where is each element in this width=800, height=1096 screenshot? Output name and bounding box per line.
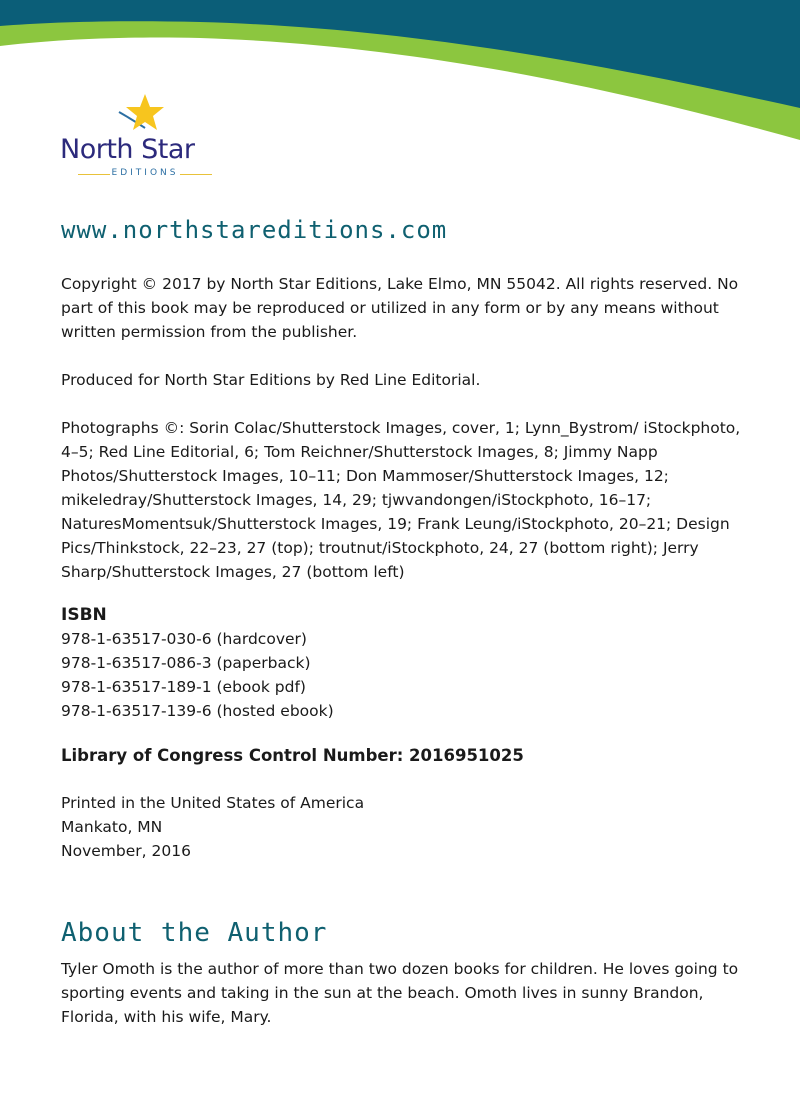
- copyright-notice: Copyright © 2017 by North Star Editions, Lake Elmo, MN 55042. All rights reserved. No part of this book may be reproduced or utilized in any form or by any means without written permission from the publisher.: [61, 275, 739, 341]
- photo-credits: Photographs ©: Sorin Colac/Shutterstock Images, cover, 1; Lynn_Bystrom/ iStockphoto, 4–5; Red Line Editorial, 6; Tom Reichner/Shutterstock Images, 8; Jimmy Napp Photos/Shutterstock Images, 10–11; Don Mammoser/Shutterstock Images, 12; mikeledray/Shutterstock Images, 14, 29; tjwvandongen/iStockphoto, 16–17; NaturesMomentsuk/Shutterstock Images, 19; Frank Leung/iStockphoto, 20–21; Design Pics/Thinkstock, 22–23, 27 (top); troutnut/iStockphoto, 24, 27 (bottom right); Jerry Sharp/Shutterstock Images, 27 (bottom left): [61, 419, 741, 581]
- lccn: Library of Congress Control Number: 2016951025: [61, 746, 524, 765]
- printed-city: Mankato, MN: [61, 818, 163, 836]
- about-author-text: Tyler Omoth is the author of more than two dozen books for children. He loves going to sporting events and taking in the sun at the beach. Omoth lives in sunny Brandon, Florida, with his wife, Mary.: [61, 960, 739, 1026]
- isbn-ebook-pdf: 978-1-63517-189-1 (ebook pdf): [61, 678, 306, 696]
- isbn-paperback: 978-1-63517-086-3 (paperback): [61, 654, 311, 672]
- printed-country: Printed in the United States of America: [61, 794, 365, 812]
- isbn-hardcover: 978-1-63517-030-6 (hardcover): [61, 630, 307, 648]
- logo-name: North Star: [60, 134, 195, 165]
- printed-date: November, 2016: [61, 842, 191, 860]
- star-icon: [115, 92, 175, 138]
- isbn-hosted-ebook: 978-1-63517-139-6 (hosted ebook): [61, 702, 334, 720]
- isbn-block: [61, 603, 751, 723]
- about-author-heading: About the Author: [61, 918, 328, 948]
- website-url[interactable]: www.northstareditions.com: [61, 216, 448, 244]
- production-credit: Produced for North Star Editions by Red Line Editorial.: [61, 371, 481, 389]
- printing-info: [61, 791, 751, 863]
- logo-rule-right: [180, 174, 212, 175]
- publisher-logo: [60, 92, 230, 184]
- isbn-heading: ISBN: [61, 605, 107, 625]
- logo-subtitle: EDITIONS: [111, 168, 179, 178]
